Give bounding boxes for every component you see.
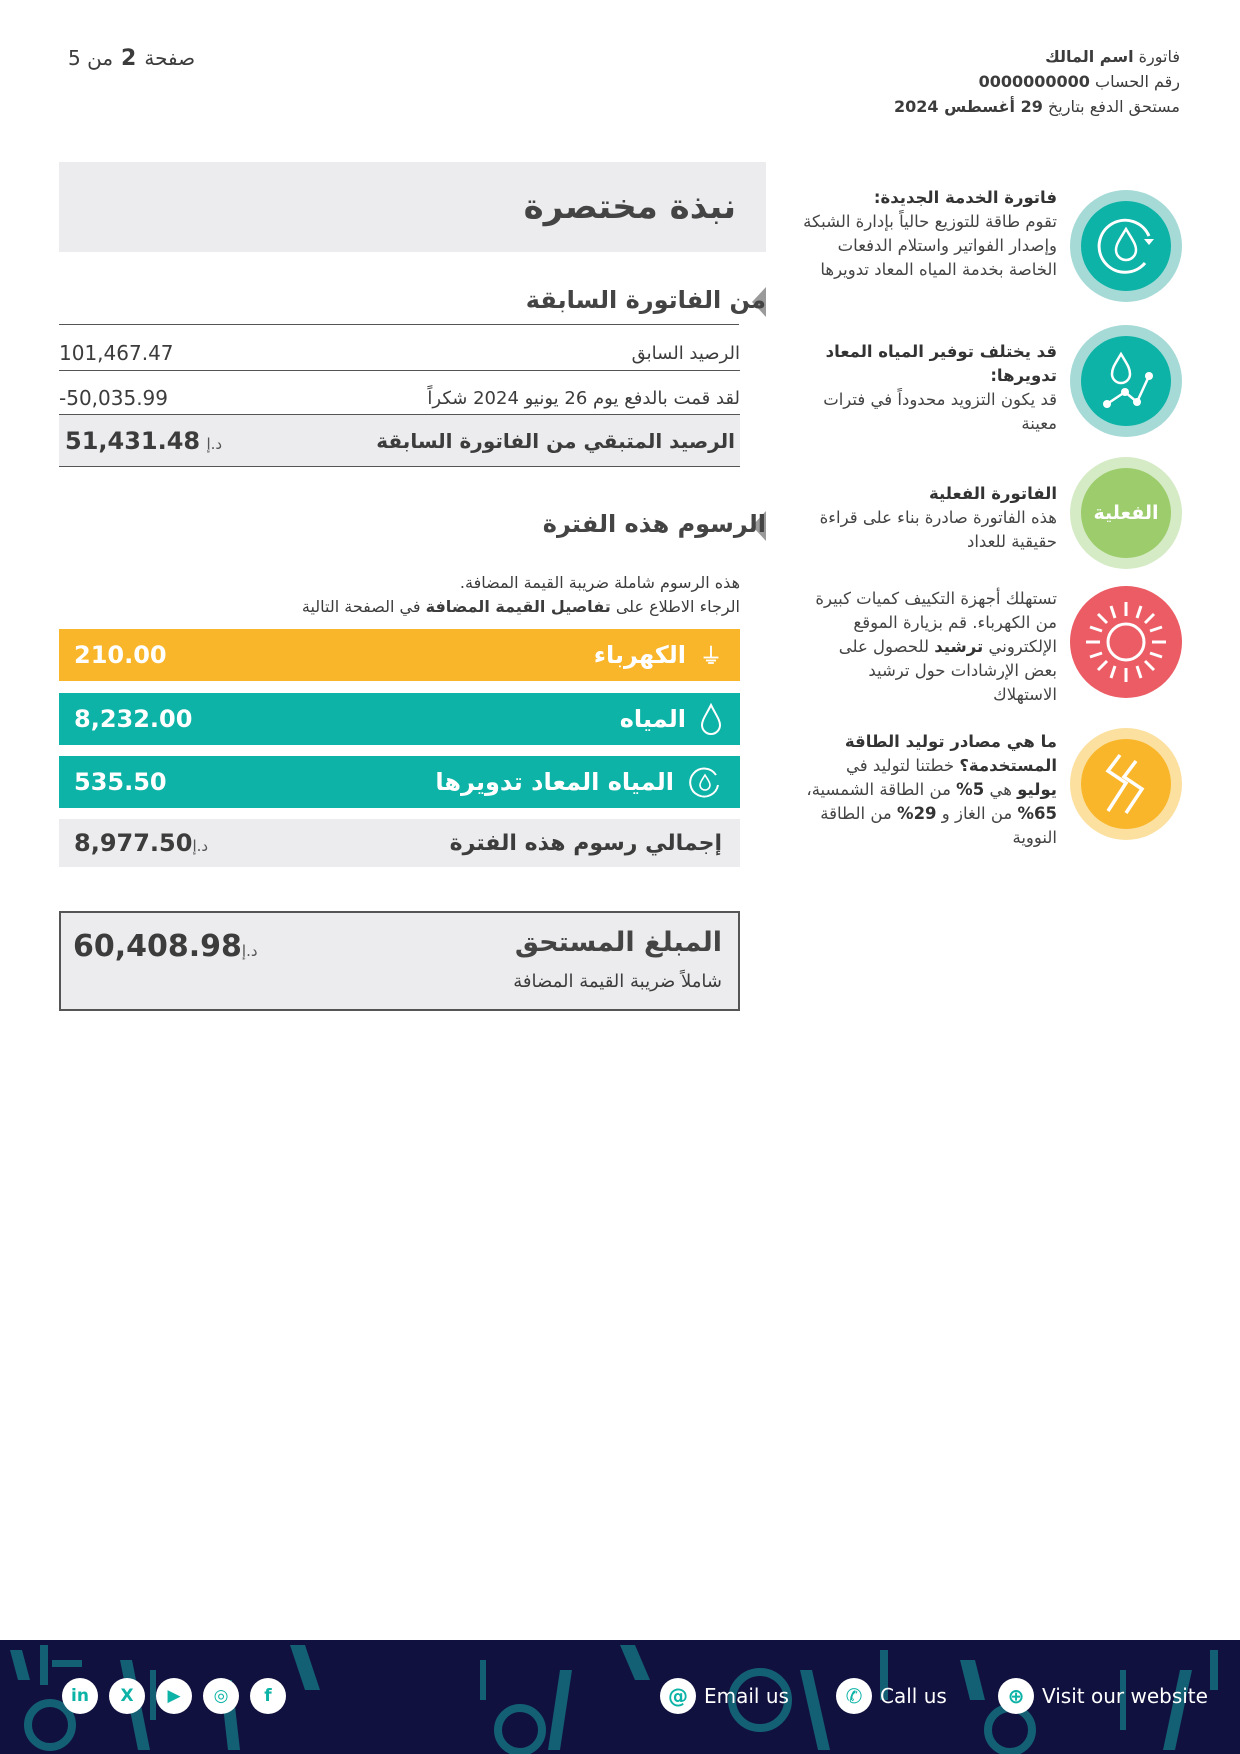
at-icon: @ (660, 1678, 696, 1714)
tip-text: هي (989, 780, 1012, 799)
charge-recycled-water (59, 756, 740, 808)
invoice-header (894, 44, 1180, 119)
tip-bold: 29% (897, 804, 937, 823)
tip-energy-sources (802, 730, 1057, 850)
website-label: Visit our website (1042, 1684, 1208, 1708)
call-label: Call us (880, 1684, 947, 1708)
youtube-icon[interactable]: ▶ (156, 1678, 192, 1714)
actual-badge: الفعلية (1081, 468, 1171, 558)
remaining-balance-row (59, 415, 740, 467)
tip-bold: 5% (956, 780, 985, 799)
charge-value: 210.00 (74, 641, 167, 669)
total-label: إجمالي رسوم هذه الفترة (449, 830, 722, 856)
table-row (59, 338, 740, 368)
charge-label: المياه المعاد تدويرها (435, 768, 674, 796)
total-value: 8,977.50 (74, 829, 193, 857)
page-total: 5 (68, 46, 81, 70)
phone-icon: ✆ (836, 1678, 872, 1714)
due-date: 29 أغسطس 2024 (894, 97, 1043, 116)
tip-icon-circle (1070, 586, 1182, 698)
tip-ac-usage (802, 587, 1057, 707)
previous-heading: من الفاتورة السابقة (525, 286, 766, 314)
tip-icon-circle (1070, 190, 1182, 302)
charge-electricity (59, 629, 740, 681)
tip-icon-circle (1070, 457, 1182, 569)
tip-text: من الغاز و (941, 804, 1013, 823)
page-label: صفحة (144, 46, 196, 70)
note-line: هذه الرسوم شاملة ضريبة القيمة المضافة. (459, 573, 740, 592)
remaining-label: الرصيد المتبقي من الفاتورة السابقة (376, 428, 735, 453)
lightning-icon (1096, 749, 1156, 819)
divider (59, 370, 740, 371)
currency: د.إ (206, 434, 223, 453)
period-total-row (59, 819, 740, 867)
tip-text: للحصول على بعض الإرشادات حول ترشيد الاستهلاك (838, 637, 1057, 704)
footer (0, 1640, 1240, 1754)
email-label: Email us (704, 1684, 789, 1708)
tip-text: قد يكون التزويد محدوداً في فترات معينة (823, 390, 1057, 433)
instagram-icon[interactable]: ◎ (203, 1678, 239, 1714)
plug-icon: ⏚ (699, 644, 722, 670)
visit-website-link[interactable] (998, 1678, 1208, 1714)
globe-icon: ⊕ (998, 1678, 1034, 1714)
page-of: من (87, 46, 114, 70)
divider (59, 324, 739, 325)
page-number (68, 46, 195, 71)
row-value: 101,467.47 (59, 341, 174, 365)
summary-title: نبذة مختصرة (59, 162, 766, 252)
account-number: 0000000000 (978, 72, 1090, 91)
facebook-icon[interactable]: f (250, 1678, 286, 1714)
recycled-water-icon (688, 765, 722, 799)
owner-name: اسم المالك (1045, 47, 1134, 66)
invoice-label: فاتورة (1138, 47, 1180, 66)
x-twitter-icon[interactable]: X (109, 1678, 145, 1714)
tip-recycled-supply (802, 340, 1057, 436)
account-label: رقم الحساب (1095, 72, 1180, 91)
row-label: لقد قمت بالدفع يوم 26 يونيو 2024 شكراً (427, 387, 740, 409)
tip-new-bill (802, 186, 1057, 282)
charge-water (59, 693, 740, 745)
tip-icon-circle (1070, 325, 1182, 437)
tip-title: فاتورة الخدمة الجديدة: (873, 188, 1057, 207)
charge-label: المياه (619, 705, 686, 733)
water-chart-icon (1091, 346, 1161, 416)
water-drop-icon (700, 703, 722, 735)
currency: د.إ (192, 837, 209, 855)
due-label: مستحق الدفع بتاريخ (1047, 97, 1180, 116)
currency: د.إ (241, 942, 258, 960)
charge-value: 8,232.00 (74, 705, 193, 733)
period-heading: الرسوم هذه الفترة (542, 510, 766, 538)
recycled-water-icon (1091, 211, 1161, 281)
email-us-link[interactable] (660, 1678, 789, 1714)
tip-title: الفاتورة الفعلية (929, 484, 1057, 503)
linkedin-icon[interactable]: in (62, 1678, 98, 1714)
note-text: في الصفحة التالية (301, 597, 421, 616)
row-value: -50,035.99 (59, 386, 169, 410)
tip-actual-bill (802, 482, 1057, 554)
tip-title: قد يختلف توفير المياه المعاد تدويرها: (825, 342, 1057, 385)
remaining-value: 51,431.48 (65, 426, 201, 455)
tip-text: تقوم طاقة للتوزيع حالياً بإدارة الشبكة وإصدار الفواتير واستلام الدفعات الخاصة بخدمة المياه المعاد تدويرها (803, 212, 1057, 279)
tip-bold: ترشيد (934, 637, 984, 656)
amount-due-sub: شاملاً ضريبة القيمة المضافة (513, 971, 722, 992)
charge-label: الكهرباء (593, 641, 686, 669)
call-us-link[interactable] (836, 1678, 947, 1714)
charge-value: 535.50 (74, 768, 167, 796)
tip-text: خطتنا لتوليد في (846, 756, 955, 775)
sun-icon (1080, 596, 1172, 688)
tip-text: من الطاقة النووية (820, 804, 1057, 847)
tip-bold: يوليو (1017, 780, 1057, 799)
table-row (59, 383, 740, 413)
period-notes (302, 571, 740, 619)
row-label: الرصيد السابق (631, 342, 740, 364)
note-bold: تفاصيل القيمة المضافة (425, 597, 611, 616)
tip-title: ما هي مصادر توليد الطاقة المستخدمة؟ (844, 732, 1057, 775)
amount-due-label: المبلغ المستحق (514, 927, 722, 958)
tip-text: تستهلك أجهزة التكييف كميات كبيرة من الكهرباء. قم بزيارة الموقع الإلكتروني (815, 589, 1057, 656)
amount-due-box (59, 911, 740, 1011)
tip-icon-circle (1070, 728, 1182, 840)
tip-text: هذه الفاتورة صادرة بناء على قراءة حقيقية للعداد (819, 508, 1057, 551)
page-current: 2 (121, 46, 137, 71)
tip-bold: 65% (1017, 804, 1057, 823)
amount-due-value: 60,408.98 (73, 929, 242, 964)
note-text: الرجاء الاطلاع على (615, 597, 740, 616)
tip-text: من الطاقة الشمسية، (806, 780, 951, 799)
